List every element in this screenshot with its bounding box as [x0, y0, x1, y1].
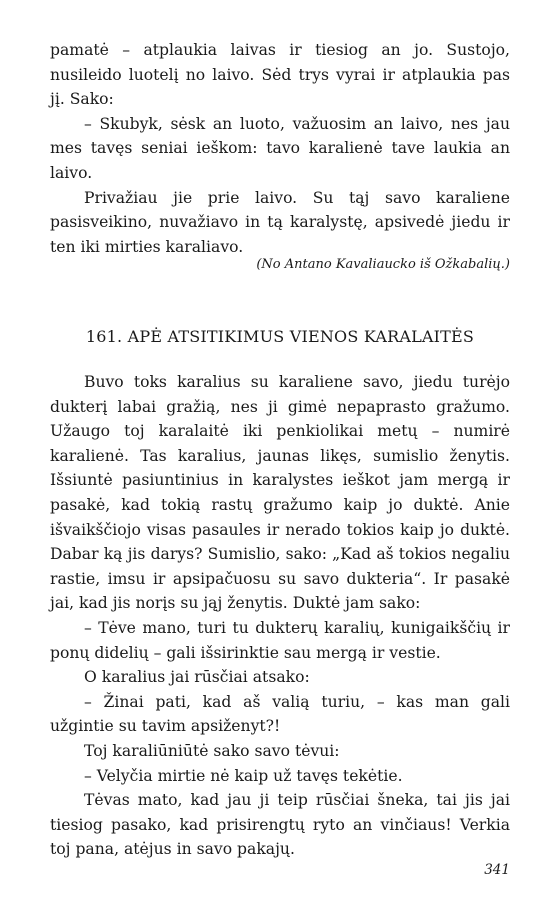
paragraph: – Velyčia mirtie nė kaip už tavęs tekėtie. — [84, 766, 403, 785]
paragraph: Tėvas mato, kad jau ji teip rūsčiai šneka, tai jis jai tiesiog pasako, kad prisirengtų ryto an vinčiaus! Verkia toj pana, atėjus in savo pakajų. — [50, 791, 510, 859]
paragraph: Toj karaliūniūtė sako savo tėvui: — [84, 741, 340, 760]
paragraph: O karalius jai rūsčiai atsako: — [84, 668, 310, 687]
source-note: (No Antano Kavaliaucko iš Ožkabalių.) — [256, 257, 510, 272]
paragraph: Privažiau jie prie laivo. Su tąj savo karaliene pasisveikino, nuvažiavo in tą karalystę, apsivedė jiedu ir ten iki mirties karaliavo. — [50, 188, 510, 256]
story-heading: 161. APĖ ATSITIKIMUS VIENOS KARALAITĖS — [85, 327, 475, 346]
paragraph: – Skubyk, sėsk an luoto, važuosim an laivo, nes jau mes tavęs seniai ieškom: tavo karalienė tave laukia an laivo. — [50, 114, 510, 182]
paragraph: pamatė – atplaukia laivas ir tiesiog an jo. Sustojo, nusileido luotelį no laivo. Sėd trys vyrai ir atplaukia pas jį. Sako: — [50, 41, 510, 109]
paragraph: Buvo toks karalius su karaliene savo, jiedu turėjo dukterį labai gražią, nes ji gimė nepaprasto gražumo. Užaugo toj karalaitė iki penkiolikai metų – numirė karalienė. Tas karalius, jaunas likęs, sumislio ženytis. Išsiuntė pasiuntinius in karalystes ieškot jam mergą ir pasakė, kad tokią rastų gražumo kaip jo duktė. Anie išvaikščiojo visas pasaules ir nerado tokios kaip jo duktė. Dabar ką jis darys? Sumislio, sako: „Kad aš tokios negaliu rastie, imsu ir apsipačuosu su savo dukteria“. Ir pasakė jai, kad jis norįs su jąj ženytis. Duktė jam sako: — [50, 373, 510, 613]
paragraph: – Žinai pati, kad aš valią turiu, – kas man gali užgintie su tavim apsiženyt?! — [50, 692, 510, 736]
top-text-block — [50, 38, 510, 259]
paragraph: – Tėve mano, turi tu dukterų karalių, kunigaikščių ir ponų didelių – gali išsirinktie sau mergą ir vestie. — [50, 618, 510, 662]
page-number: 341 — [484, 862, 510, 878]
story-text-block — [50, 370, 510, 862]
